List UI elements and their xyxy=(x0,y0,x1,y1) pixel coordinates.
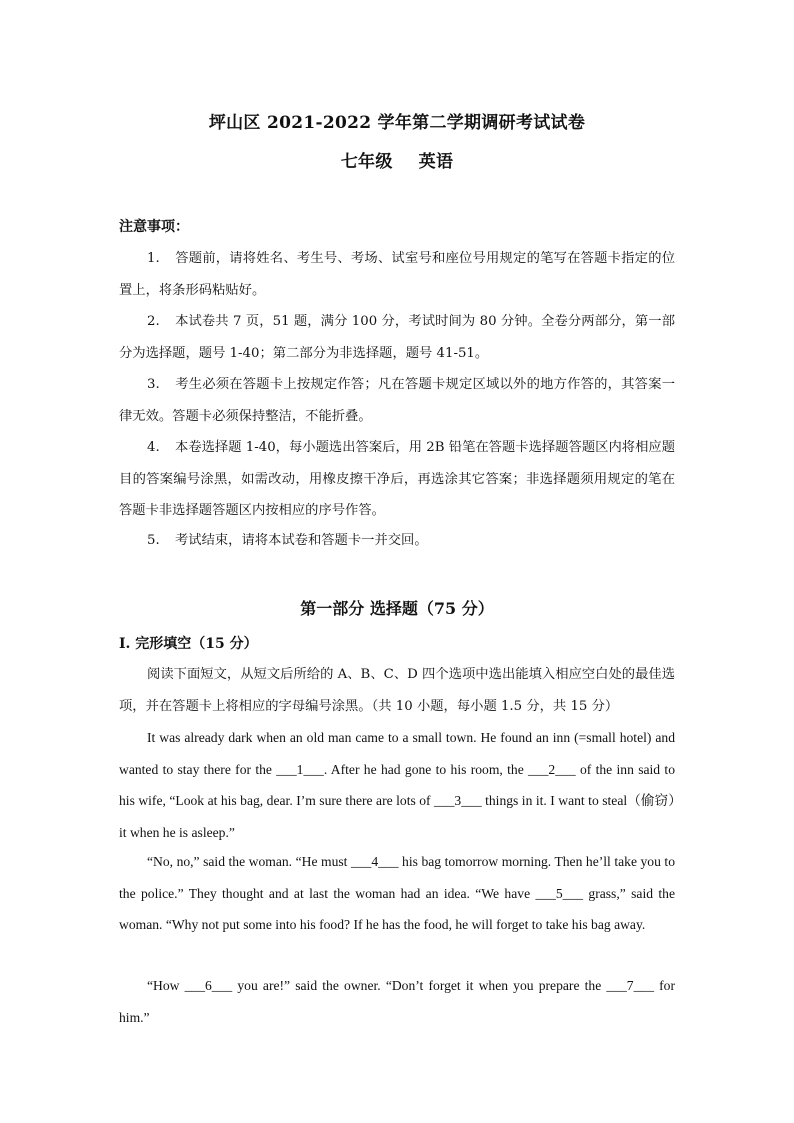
note-item xyxy=(119,525,675,557)
cloze-heading: I. 完形填空（15 分） xyxy=(119,636,258,652)
notes-heading: 注意事项： xyxy=(119,219,189,235)
subject-label: 英语 xyxy=(418,152,454,172)
passage-paragraph: It was already dark when an old man came to a small town. He found an inn (=small hotel) and wanted to stay there for the ___1___. After he had gone to his room, the ___2___ of the inn said to his wife, “Look at his bag, dear. I’m sure there are lots of ___3___ things in it. I want to steal（偷窃）it when he is asleep.” xyxy=(119,730,675,840)
note-number: 1. xyxy=(147,251,160,266)
part-one-heading: 第一部分 选择题（75 分） xyxy=(300,599,494,618)
note-item xyxy=(119,306,675,369)
note-number: 2. xyxy=(147,314,160,329)
note-number: 5. xyxy=(147,533,160,548)
note-item xyxy=(119,243,675,306)
passage-paragraph: “How ___6___ you are!” said the owner. “Don’t forget it when you prepare the ___7___ for him.” xyxy=(119,978,675,1025)
note-text: 本试卷共 7 页，51 题，满分 100 分，考试时间为 80 分钟。全卷分两部分，第一部分为选择题，题号 1-40；第二部分为非选择题，题号 41-51。 xyxy=(119,314,675,361)
cloze-instructions: 阅读下面短文，从短文后所给的 A、B、C、D 四个选项中选出能填入相应空白处的最佳选项，并在答题卡上将相应的字母编号涂黑。（共 10 小题，每小题 1.5 分，共 15 分） xyxy=(119,667,675,714)
note-text: 考试结束，请将本试卷和答题卡一并交回。 xyxy=(175,533,428,548)
note-number: 3. xyxy=(147,377,160,392)
exam-title: 坪山区 2021-2022 学年第二学期调研考试试卷 xyxy=(208,113,586,133)
note-text: 答题前，请将姓名、考生号、考场、试室号和座位号用规定的笔写在答题卡指定的位置上，将条形码粘贴好。 xyxy=(119,251,675,298)
passage-paragraph: “No, no,” said the woman. “He must ___4___ his bag tomorrow morning. Then he’ll take you to the police.” They thought and at last the woman had an idea. “We have ___5___ grass,” said the woman. “Why not put some into his food? If he has the food, he will forget to take his bag away. xyxy=(119,854,675,932)
note-item xyxy=(119,432,675,527)
note-number: 4. xyxy=(147,440,160,455)
note-text: 考生必须在答题卡上按规定作答；凡在答题卡规定区域以外的地方作答的，其答案一律无效。答题卡必须保持整洁，不能折叠。 xyxy=(119,377,675,424)
exam-subtitle xyxy=(0,147,794,172)
grade-label: 七年级 xyxy=(340,152,393,172)
note-text: 本卷选择题 1-40，每小题选出答案后，用 2B 铅笔在答题卡选择题答题区内将相应题目的答案编号涂黑，如需改动，用橡皮擦干净后，再选涂其它答案；非选择题须用规定的笔在答题卡非选择题答题区内按相应的序号作答。 xyxy=(119,440,675,518)
note-item xyxy=(119,369,675,432)
